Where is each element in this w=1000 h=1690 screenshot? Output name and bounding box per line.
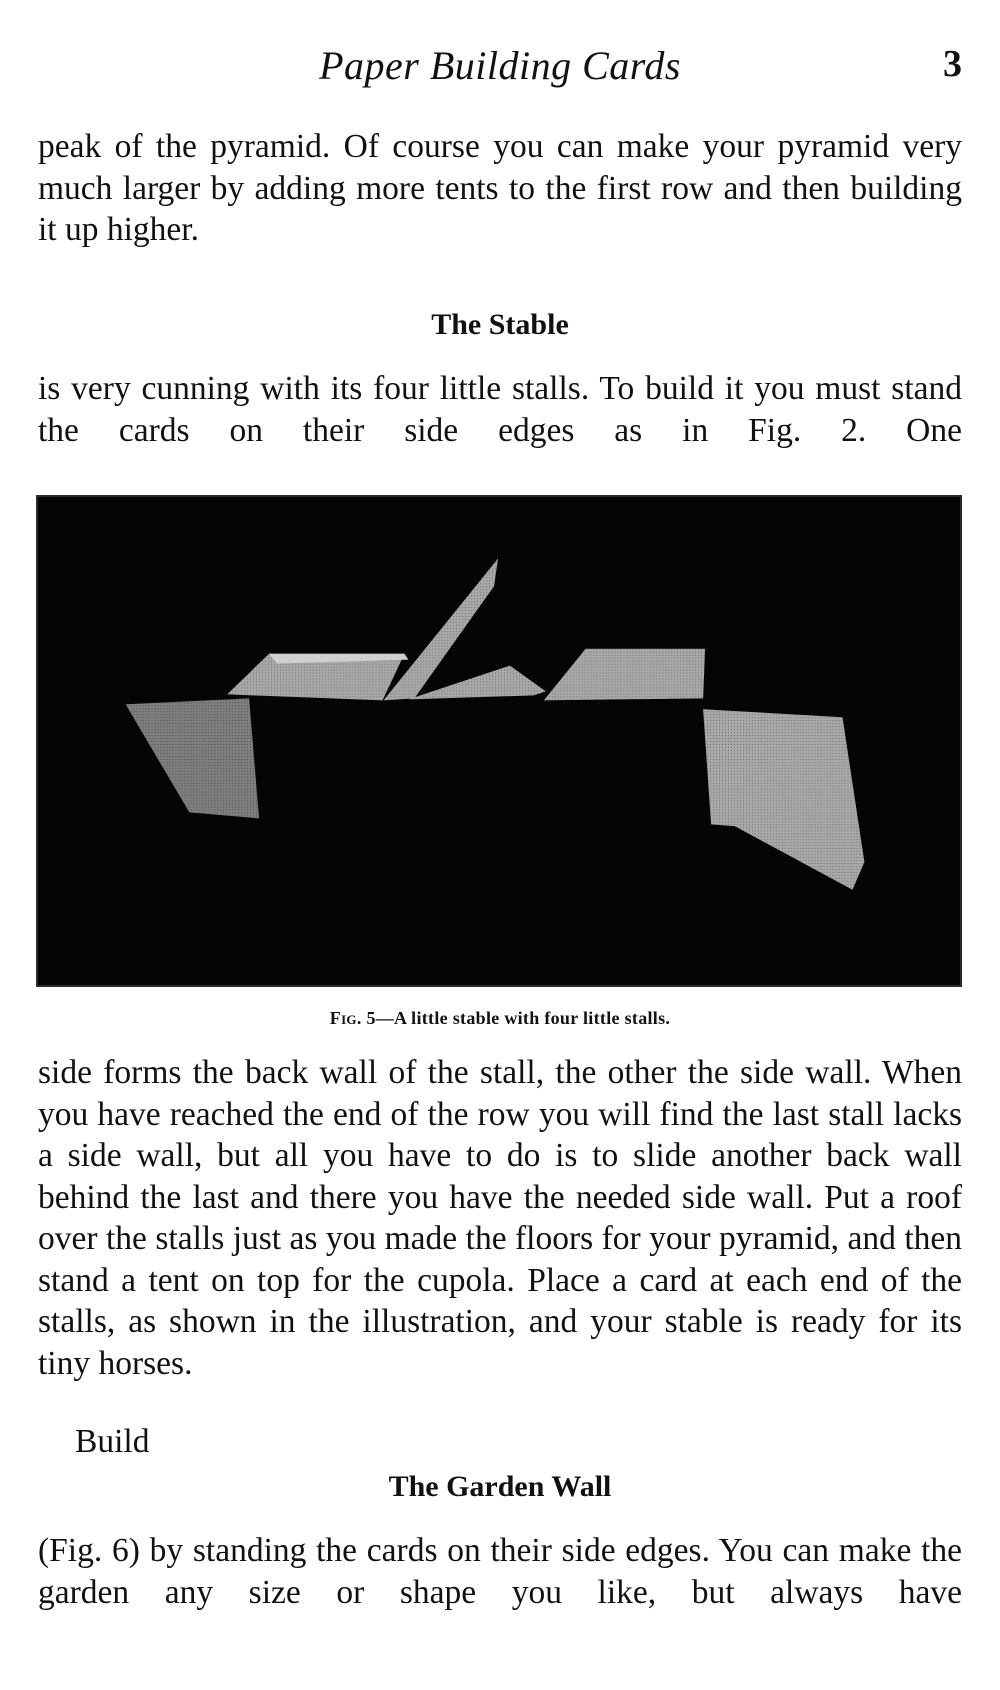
figure-caption-label: Fig. 5	[329, 1008, 376, 1028]
right-roof-card	[544, 649, 705, 701]
figure-caption-text: —A little stable with four little stalls.	[375, 1008, 671, 1028]
stable-illustration	[38, 497, 960, 985]
page-number: 3	[943, 43, 962, 85]
paragraph-stable-intro: is very cunning with its four little stalls. To build it you must stand the cards on their side edges as in Fig. 2. One	[38, 370, 962, 449]
left-end-card	[126, 698, 259, 818]
figure-caption	[0, 1008, 1000, 1029]
paragraph-pyramid: peak of the pyramid. Of course you can make your pyramid very much larger by adding more tents to the first row and then building it up higher.	[38, 128, 962, 248]
paragraph-stable-instructions: side forms the back wall of the stall, the other the side wall. When you have reached the end of the row you will find the last stall lacks a side wall, but all you have to do is to slide another back wall behind the last and there you have the needed side wall. Put a roof over the stalls just as you made the floors for your pyramid, and then stand a tent on top for the cupola. Place a card at each end of the stalls, as shown in the illustration, and your stable is ready for its tiny horses.	[38, 1054, 962, 1382]
paragraph-garden-wall: (Fig. 6) by standing the cards on their side edges. You can make the garden any size or shape you like, but always have	[38, 1532, 962, 1611]
right-end-card	[703, 709, 864, 890]
figure-stable-photo	[36, 495, 962, 987]
heading-the-stable: The Stable	[431, 308, 569, 341]
running-title: Paper Building Cards	[319, 43, 681, 88]
heading-the-garden-wall: The Garden Wall	[388, 1470, 612, 1503]
page-header	[0, 42, 1000, 98]
paragraph-build-word: Build	[75, 1423, 150, 1460]
